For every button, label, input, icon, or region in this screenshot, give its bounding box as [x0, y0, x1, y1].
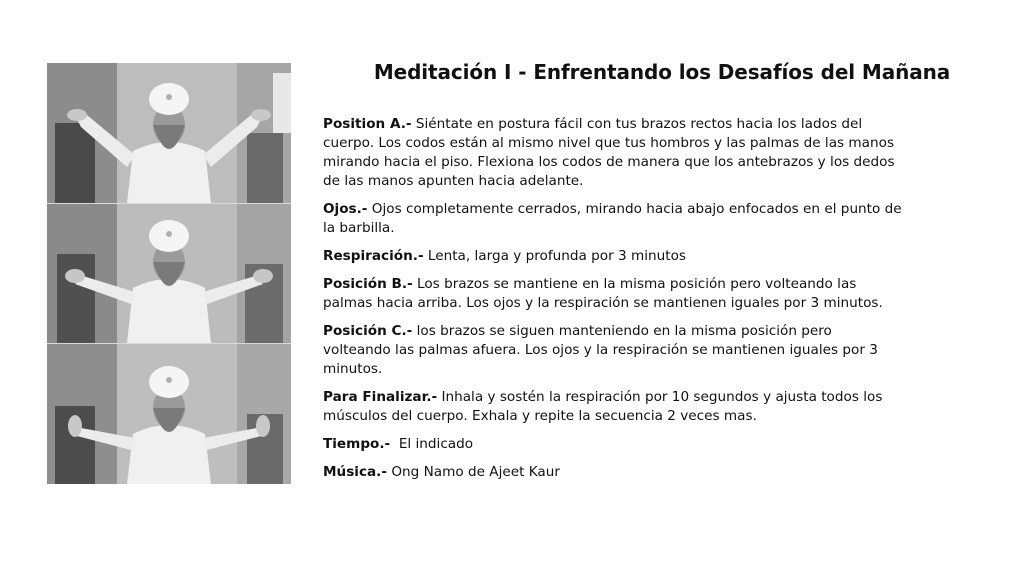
paragraph-label: Para Finalizar.-: [323, 389, 438, 405]
paragraph-label: Position A.-: [323, 116, 412, 132]
paragraph-position-a: [323, 115, 903, 191]
paragraph-tiempo: [323, 435, 903, 454]
paragraph-ojos: [323, 200, 903, 238]
paragraph-musica: [323, 463, 903, 482]
paragraph-label: Posición C.-: [323, 323, 413, 339]
paragraph-label: Música.-: [323, 464, 387, 480]
position-b-photo: [47, 204, 291, 343]
paragraph-respiracion: [323, 247, 903, 266]
paragraph-text: los brazos se siguen manteniendo en la misma posición pero volteando las palmas afuera. Los ojos y la respiración se mantienen iguales por 3 minutos.: [323, 323, 878, 377]
paragraph-label: Respiración.-: [323, 248, 424, 264]
instructions: [323, 115, 903, 491]
paragraph-text: El indicado: [390, 436, 474, 452]
paragraph-label: Tiempo.-: [323, 436, 391, 452]
paragraph-posicion-c: [323, 322, 903, 379]
position-c-photo: [47, 344, 291, 484]
paragraph-posicion-b: [323, 275, 903, 313]
position-a-photo: [47, 63, 291, 203]
paragraph-text: Ojos completamente cerrados, mirando hacia abajo enfocados en el punto de la barbilla.: [323, 201, 902, 236]
paragraph-text: Los brazos se mantiene en la misma posición pero volteando las palmas hacia arriba. Los ojos y la respiración se mantienen iguales por 3 minutos.: [323, 276, 883, 311]
page-title: Meditación I - Enfrentando los Desafíos del Mañana: [373, 60, 951, 84]
paragraph-text: Ong Namo de Ajeet Kaur: [387, 464, 560, 480]
paragraph-label: Posición B.-: [323, 276, 413, 292]
paragraph-text: Lenta, larga y profunda por 3 minutos: [423, 248, 686, 264]
paragraph-para-finalizar: [323, 388, 903, 426]
paragraph-label: Ojos.-: [323, 201, 368, 217]
paragraph-text: Siéntate en postura fácil con tus brazos rectos hacia los lados del cuerpo. Los codos están al mismo nivel que tus hombros y las palmas de las manos mirando hacia el piso. Flexiona los codos de manera que los antebrazos y los dedos de las manos apunten hacia adelante.: [323, 116, 895, 189]
photo-strip: [47, 63, 291, 484]
paragraph-text: Inhala y sostén la respiración por 10 segundos y ajusta todos los músculos del cuerpo. Exhala y repite la secuencia 2 veces mas.: [323, 389, 883, 424]
